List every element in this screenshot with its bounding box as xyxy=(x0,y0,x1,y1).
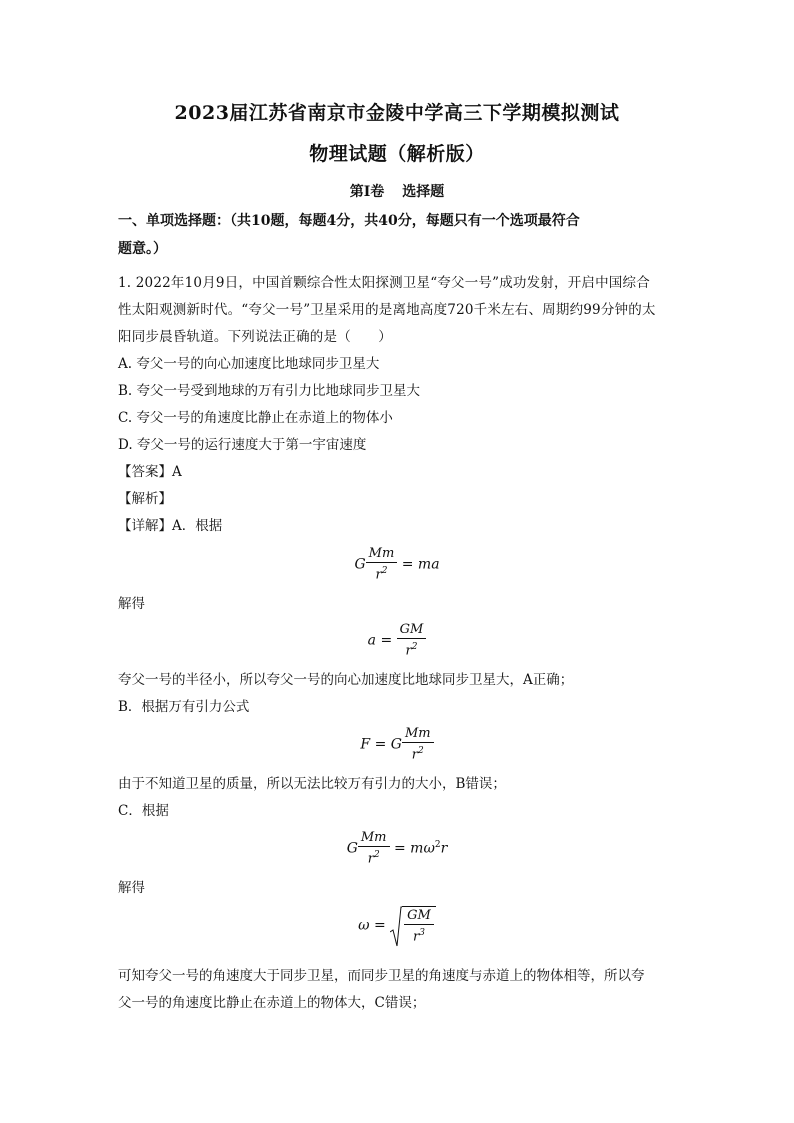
formula-symbol: ω xyxy=(358,917,370,934)
part-heading xyxy=(0,181,794,201)
part-label: 第I卷 xyxy=(349,184,385,200)
equals-sign: = xyxy=(374,736,387,753)
conclusion-c-line1: 可知夸父一号的角速度大于同步卫星，而同步卫星的角速度与赤道上的物体相等，所以夸 xyxy=(118,968,645,984)
formula-symbol: G xyxy=(354,556,366,573)
numerator: Mm xyxy=(366,546,398,563)
question-stem-line1: 1. 2022年10月9日，中国首颗综合性太阳探测卫星“夸父一号”成功发射，开启中国综合 xyxy=(118,275,650,291)
denominator xyxy=(358,847,390,867)
exponent: 2 xyxy=(411,642,418,652)
formula-gravity-centripetal xyxy=(0,546,794,583)
fraction xyxy=(402,726,434,763)
formula-symbol: G xyxy=(346,840,358,857)
formula-acceleration xyxy=(0,622,794,659)
formula-symbol: ma xyxy=(417,556,440,573)
formula-symbol: r xyxy=(405,643,412,659)
detail-c: C．根据 xyxy=(118,803,169,819)
formula-angular xyxy=(0,830,794,867)
numerator: GM xyxy=(397,622,427,639)
formula-symbol: a xyxy=(367,632,376,649)
denominator xyxy=(404,925,434,945)
formula-symbol: ω xyxy=(423,840,435,857)
formula-symbol: F xyxy=(360,736,371,753)
numerator: Mm xyxy=(358,830,390,847)
conclusion-a: 夸父一号的半径小，所以夸父一号的向心加速度比地球同步卫星大，A正确； xyxy=(118,672,574,688)
answer-label: 【答案】A xyxy=(118,464,182,480)
section-heading-line2: 题意。） xyxy=(118,241,167,257)
equals-sign: = xyxy=(393,840,406,857)
fraction xyxy=(358,830,390,867)
formula-omega xyxy=(0,906,794,945)
exponent: 2 xyxy=(373,850,380,860)
fraction xyxy=(397,622,427,659)
formula-symbol: m xyxy=(410,840,424,857)
question-stem-line2: 性太阳观测新时代。“夸父一号”卫星采用的是离地高度720千米左右、周期约99分钟的太 xyxy=(118,302,656,318)
numerator: GM xyxy=(404,908,434,925)
radical-sign-icon xyxy=(390,906,402,948)
section-heading-line1: 一、单项选择题：（共10题，每题4分，共40分，每题只有一个选项最符合 xyxy=(118,213,580,229)
formula-symbol: r xyxy=(413,929,420,945)
doc-title: 2023届江苏省南京市金陵中学高三下学期模拟测试 xyxy=(174,102,620,124)
formula-symbol: G xyxy=(390,736,402,753)
exponent: 2 xyxy=(434,840,441,851)
denominator xyxy=(397,639,427,659)
fraction xyxy=(366,546,398,583)
option-a: A. 夸父一号的向心加速度比地球同步卫星大 xyxy=(118,356,380,372)
analysis-label: 【解析】 xyxy=(118,491,172,507)
exponent: 2 xyxy=(381,566,388,576)
option-c: C. 夸父一号的角速度比静止在赤道上的物体小 xyxy=(118,410,393,426)
equals-sign: = xyxy=(380,632,393,649)
doc-subtitle: 物理试题（解析版） xyxy=(309,143,485,165)
jiede-2: 解得 xyxy=(118,880,145,896)
formula-symbol: r xyxy=(411,747,419,763)
jiede-1: 解得 xyxy=(118,596,145,612)
denominator xyxy=(366,563,398,583)
exponent: 2 xyxy=(418,746,424,756)
option-b: B. 夸父一号受到地球的万有引力比地球同步卫星大 xyxy=(118,383,421,399)
fraction xyxy=(404,908,434,945)
exponent: 3 xyxy=(419,928,425,938)
equals-sign: = xyxy=(373,917,386,934)
detail-a: 【详解】A．根据 xyxy=(118,518,223,534)
denominator xyxy=(402,743,434,763)
formula-symbol: r xyxy=(367,851,374,867)
formula-gravitation xyxy=(0,726,794,763)
part-name: 选择题 xyxy=(402,184,445,200)
question-stem-line3: 阳同步晨昏轨道。下列说法正确的是（ ） xyxy=(118,329,392,345)
formula-symbol: r xyxy=(440,840,448,857)
numerator: Mm xyxy=(402,726,434,743)
square-root xyxy=(390,906,436,945)
conclusion-c-line2: 父一号的角速度比静止在赤道上的物体大，C错误； xyxy=(118,995,426,1011)
formula-symbol: r xyxy=(375,567,382,583)
option-d: D. 夸父一号的运行速度大于第一宇宙速度 xyxy=(118,437,367,453)
detail-b: B．根据万有引力公式 xyxy=(118,699,250,715)
equals-sign: = xyxy=(401,556,414,573)
conclusion-b: 由于不知道卫星的质量，所以无法比较万有引力的大小，B错误； xyxy=(118,776,506,792)
